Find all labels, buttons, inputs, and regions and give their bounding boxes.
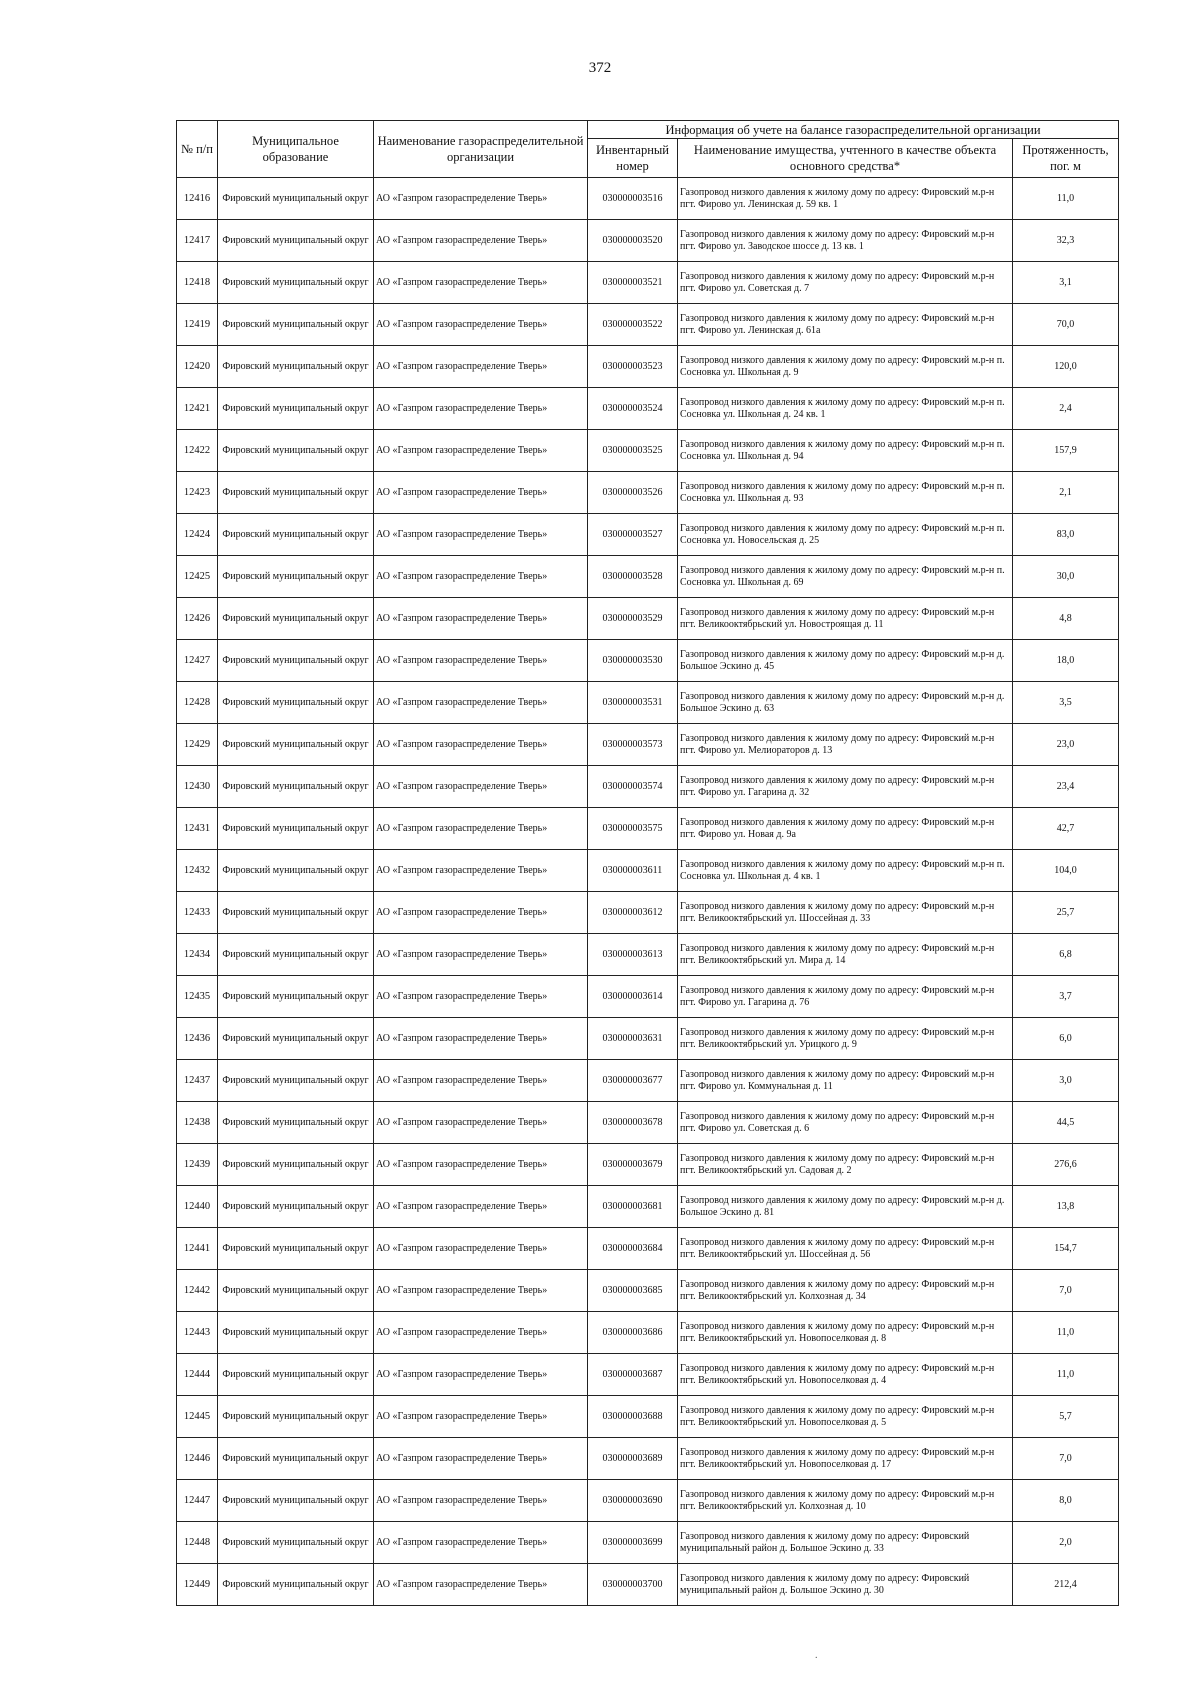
inventory-number-cell: 030000003522	[588, 304, 678, 346]
length-cell: 8,0	[1013, 1480, 1119, 1522]
table-header	[177, 121, 1119, 178]
row-number: 12444	[177, 1354, 218, 1396]
asset-name-cell: Газопровод низкого давления к жилому дому по адресу: Фировский м.р-н д. Большое Эскино д. 63	[678, 682, 1013, 724]
table-row	[177, 934, 1119, 976]
organization-cell: АО «Газпром газораспределение Тверь»	[374, 808, 588, 850]
length-cell: 5,7	[1013, 1396, 1119, 1438]
municipality-cell: Фировский муниципальный округ	[218, 682, 374, 724]
municipality-cell: Фировский муниципальный округ	[218, 514, 374, 556]
length-cell: 11,0	[1013, 1354, 1119, 1396]
page-number: 372	[588, 60, 612, 76]
header-balance-info: Информация об учете на балансе газораспределительной организации	[588, 121, 1119, 139]
header-num: № п/п	[177, 121, 218, 178]
asset-name-cell: Газопровод низкого давления к жилому дому по адресу: Фировский м.р-н п. Сосновка ул. Школьная д. 93	[678, 472, 1013, 514]
length-cell: 42,7	[1013, 808, 1119, 850]
municipality-cell: Фировский муниципальный округ	[218, 1186, 374, 1228]
municipality-cell: Фировский муниципальный округ	[218, 178, 374, 220]
inventory-number-cell: 030000003688	[588, 1396, 678, 1438]
header-length: Протяженность, пог. м	[1013, 139, 1119, 178]
inventory-number-cell: 030000003700	[588, 1564, 678, 1606]
length-cell: 3,0	[1013, 1060, 1119, 1102]
asset-name-cell: Газопровод низкого давления к жилому дому по адресу: Фировский м.р-н пгт. Великооктябрьский ул. Шоссейная д. 56	[678, 1228, 1013, 1270]
header-asset-name: Наименование имущества, учтенного в качестве объекта основного средства*	[678, 139, 1013, 178]
inventory-number-cell: 030000003521	[588, 262, 678, 304]
header-organization: Наименование газораспределительной организации	[374, 121, 588, 178]
asset-name-cell: Газопровод низкого давления к жилому дому по адресу: Фировский м.р-н пгт. Великооктябрьский ул. Садовая д. 2	[678, 1144, 1013, 1186]
municipality-cell: Фировский муниципальный округ	[218, 724, 374, 766]
length-cell: 11,0	[1013, 1312, 1119, 1354]
table-row	[177, 556, 1119, 598]
length-cell: 3,7	[1013, 976, 1119, 1018]
asset-name-cell: Газопровод низкого давления к жилому дому по адресу: Фировский м.р-н пгт. Фирово ул. Советская д. 7	[678, 262, 1013, 304]
row-number: 12424	[177, 514, 218, 556]
table-row	[177, 640, 1119, 682]
row-number: 12431	[177, 808, 218, 850]
organization-cell: АО «Газпром газораспределение Тверь»	[374, 1102, 588, 1144]
row-number: 12416	[177, 178, 218, 220]
length-cell: 18,0	[1013, 640, 1119, 682]
inventory-number-cell: 030000003631	[588, 1018, 678, 1060]
row-number: 12437	[177, 1060, 218, 1102]
table-row	[177, 1522, 1119, 1564]
municipality-cell: Фировский муниципальный округ	[218, 1228, 374, 1270]
inventory-number-cell: 030000003574	[588, 766, 678, 808]
length-cell: 11,0	[1013, 178, 1119, 220]
row-number: 12422	[177, 430, 218, 472]
header-municipality: Муниципальное образование	[218, 121, 374, 178]
organization-cell: АО «Газпром газораспределение Тверь»	[374, 262, 588, 304]
asset-name-cell: Газопровод низкого давления к жилому дому по адресу: Фировский м.р-н п. Сосновка ул. Школьная д. 9	[678, 346, 1013, 388]
inventory-number-cell: 030000003516	[588, 178, 678, 220]
asset-name-cell: Газопровод низкого давления к жилому дому по адресу: Фировский м.р-н п. Сосновка ул. Новосельская д. 25	[678, 514, 1013, 556]
asset-name-cell: Газопровод низкого давления к жилому дому по адресу: Фировский м.р-н пгт. Великооктябрьский ул. Колхозная д. 10	[678, 1480, 1013, 1522]
row-number: 12419	[177, 304, 218, 346]
row-number: 12421	[177, 388, 218, 430]
length-cell: 276,6	[1013, 1144, 1119, 1186]
municipality-cell: Фировский муниципальный округ	[218, 1060, 374, 1102]
inventory-number-cell: 030000003681	[588, 1186, 678, 1228]
inventory-number-cell: 030000003687	[588, 1354, 678, 1396]
table-row	[177, 178, 1119, 220]
table-row	[177, 1060, 1119, 1102]
organization-cell: АО «Газпром газораспределение Тверь»	[374, 388, 588, 430]
table-row	[177, 724, 1119, 766]
organization-cell: АО «Газпром газораспределение Тверь»	[374, 934, 588, 976]
asset-name-cell: Газопровод низкого давления к жилому дому по адресу: Фировский м.р-н д. Большое Эскино д. 45	[678, 640, 1013, 682]
table-row	[177, 1438, 1119, 1480]
table-row	[177, 514, 1119, 556]
table-row	[177, 1018, 1119, 1060]
asset-name-cell: Газопровод низкого давления к жилому дому по адресу: Фировский м.р-н пгт. Фирово ул. Гагарина д. 76	[678, 976, 1013, 1018]
asset-name-cell: Газопровод низкого давления к жилому дому по адресу: Фировский м.р-н д. Большое Эскино д. 81	[678, 1186, 1013, 1228]
inventory-number-cell: 030000003611	[588, 850, 678, 892]
municipality-cell: Фировский муниципальный округ	[218, 1438, 374, 1480]
asset-name-cell: Газопровод низкого давления к жилому дому по адресу: Фировский м.р-н пгт. Великооктябрьский ул. Колхозная д. 34	[678, 1270, 1013, 1312]
table-row	[177, 1396, 1119, 1438]
length-cell: 3,1	[1013, 262, 1119, 304]
organization-cell: АО «Газпром газораспределение Тверь»	[374, 304, 588, 346]
municipality-cell: Фировский муниципальный округ	[218, 262, 374, 304]
length-cell: 2,1	[1013, 472, 1119, 514]
municipality-cell: Фировский муниципальный округ	[218, 1522, 374, 1564]
municipality-cell: Фировский муниципальный округ	[218, 1018, 374, 1060]
asset-table	[176, 120, 1119, 1606]
row-number: 12446	[177, 1438, 218, 1480]
asset-name-cell: Газопровод низкого давления к жилому дому по адресу: Фировский муниципальный район д. Большое Эскино д. 30	[678, 1564, 1013, 1606]
row-number: 12443	[177, 1312, 218, 1354]
inventory-number-cell: 030000003527	[588, 514, 678, 556]
length-cell: 7,0	[1013, 1438, 1119, 1480]
organization-cell: АО «Газпром газораспределение Тверь»	[374, 1186, 588, 1228]
table-row	[177, 220, 1119, 262]
municipality-cell: Фировский муниципальный округ	[218, 1354, 374, 1396]
asset-name-cell: Газопровод низкого давления к жилому дому по адресу: Фировский м.р-н пгт. Великооктябрьский ул. Мира д. 14	[678, 934, 1013, 976]
row-number: 12435	[177, 976, 218, 1018]
row-number: 12445	[177, 1396, 218, 1438]
table-row	[177, 1354, 1119, 1396]
row-number: 12441	[177, 1228, 218, 1270]
length-cell: 23,4	[1013, 766, 1119, 808]
asset-name-cell: Газопровод низкого давления к жилому дому по адресу: Фировский м.р-н пгт. Фирово ул. Гагарина д. 32	[678, 766, 1013, 808]
asset-name-cell: Газопровод низкого давления к жилому дому по адресу: Фировский м.р-н п. Сосновка ул. Школьная д. 94	[678, 430, 1013, 472]
municipality-cell: Фировский муниципальный округ	[218, 220, 374, 262]
municipality-cell: Фировский муниципальный округ	[218, 388, 374, 430]
inventory-number-cell: 030000003678	[588, 1102, 678, 1144]
asset-name-cell: Газопровод низкого давления к жилому дому по адресу: Фировский м.р-н пгт. Фирово ул. Мелиораторов д. 13	[678, 724, 1013, 766]
row-number: 12438	[177, 1102, 218, 1144]
length-cell: 2,4	[1013, 388, 1119, 430]
inventory-number-cell: 030000003531	[588, 682, 678, 724]
organization-cell: АО «Газпром газораспределение Тверь»	[374, 1396, 588, 1438]
row-number: 12432	[177, 850, 218, 892]
length-cell: 32,3	[1013, 220, 1119, 262]
municipality-cell: Фировский муниципальный округ	[218, 1396, 374, 1438]
organization-cell: АО «Газпром газораспределение Тверь»	[374, 1564, 588, 1606]
organization-cell: АО «Газпром газораспределение Тверь»	[374, 1018, 588, 1060]
table-row	[177, 1102, 1119, 1144]
length-cell: 104,0	[1013, 850, 1119, 892]
municipality-cell: Фировский муниципальный округ	[218, 1564, 374, 1606]
row-number: 12418	[177, 262, 218, 304]
organization-cell: АО «Газпром газораспределение Тверь»	[374, 766, 588, 808]
inventory-number-cell: 030000003525	[588, 430, 678, 472]
row-number: 12417	[177, 220, 218, 262]
row-number: 12423	[177, 472, 218, 514]
asset-name-cell: Газопровод низкого давления к жилому дому по адресу: Фировский м.р-н пгт. Фирово ул. Ленинская д. 61а	[678, 304, 1013, 346]
row-number: 12430	[177, 766, 218, 808]
table-row	[177, 808, 1119, 850]
length-cell: 4,8	[1013, 598, 1119, 640]
organization-cell: АО «Газпром газораспределение Тверь»	[374, 640, 588, 682]
municipality-cell: Фировский муниципальный округ	[218, 472, 374, 514]
row-number: 12440	[177, 1186, 218, 1228]
asset-name-cell: Газопровод низкого давления к жилому дому по адресу: Фировский м.р-н пгт. Великооктябрьский ул. Новопоселковая д. 5	[678, 1396, 1013, 1438]
organization-cell: АО «Газпром газораспределение Тверь»	[374, 976, 588, 1018]
organization-cell: АО «Газпром газораспределение Тверь»	[374, 724, 588, 766]
length-cell: 83,0	[1013, 514, 1119, 556]
organization-cell: АО «Газпром газораспределение Тверь»	[374, 1312, 588, 1354]
inventory-number-cell: 030000003613	[588, 934, 678, 976]
scan-mark: .	[815, 1650, 818, 1661]
row-number: 12448	[177, 1522, 218, 1564]
inventory-number-cell: 030000003573	[588, 724, 678, 766]
inventory-number-cell: 030000003530	[588, 640, 678, 682]
row-number: 12428	[177, 682, 218, 724]
row-number: 12425	[177, 556, 218, 598]
row-number: 12429	[177, 724, 218, 766]
inventory-number-cell: 030000003689	[588, 1438, 678, 1480]
organization-cell: АО «Газпром газораспределение Тверь»	[374, 682, 588, 724]
municipality-cell: Фировский муниципальный округ	[218, 1144, 374, 1186]
municipality-cell: Фировский муниципальный округ	[218, 346, 374, 388]
asset-name-cell: Газопровод низкого давления к жилому дому по адресу: Фировский м.р-н п. Сосновка ул. Школьная д. 69	[678, 556, 1013, 598]
inventory-number-cell: 030000003612	[588, 892, 678, 934]
table-row	[177, 850, 1119, 892]
asset-name-cell: Газопровод низкого давления к жилому дому по адресу: Фировский м.р-н пгт. Фирово ул. Новая д. 9а	[678, 808, 1013, 850]
inventory-number-cell: 030000003520	[588, 220, 678, 262]
inventory-number-cell: 030000003523	[588, 346, 678, 388]
asset-name-cell: Газопровод низкого давления к жилому дому по адресу: Фировский м.р-н пгт. Великооктябрьский ул. Новопоселковая д. 8	[678, 1312, 1013, 1354]
asset-name-cell: Газопровод низкого давления к жилому дому по адресу: Фировский муниципальный район д. Большое Эскино д. 33	[678, 1522, 1013, 1564]
municipality-cell: Фировский муниципальный округ	[218, 934, 374, 976]
table-row	[177, 976, 1119, 1018]
asset-name-cell: Газопровод низкого давления к жилому дому по адресу: Фировский м.р-н пгт. Фирово ул. Советская д. 6	[678, 1102, 1013, 1144]
organization-cell: АО «Газпром газораспределение Тверь»	[374, 1438, 588, 1480]
row-number: 12442	[177, 1270, 218, 1312]
municipality-cell: Фировский муниципальный округ	[218, 1480, 374, 1522]
organization-cell: АО «Газпром газораспределение Тверь»	[374, 1060, 588, 1102]
length-cell: 120,0	[1013, 346, 1119, 388]
organization-cell: АО «Газпром газораспределение Тверь»	[374, 892, 588, 934]
length-cell: 44,5	[1013, 1102, 1119, 1144]
row-number: 12436	[177, 1018, 218, 1060]
municipality-cell: Фировский муниципальный округ	[218, 808, 374, 850]
municipality-cell: Фировский муниципальный округ	[218, 556, 374, 598]
municipality-cell: Фировский муниципальный округ	[218, 892, 374, 934]
organization-cell: АО «Газпром газораспределение Тверь»	[374, 346, 588, 388]
table-row	[177, 598, 1119, 640]
municipality-cell: Фировский муниципальный округ	[218, 430, 374, 472]
inventory-number-cell: 030000003679	[588, 1144, 678, 1186]
municipality-cell: Фировский муниципальный округ	[218, 1102, 374, 1144]
organization-cell: АО «Газпром газораспределение Тверь»	[374, 1144, 588, 1186]
length-cell: 7,0	[1013, 1270, 1119, 1312]
organization-cell: АО «Газпром газораспределение Тверь»	[374, 220, 588, 262]
row-number: 12427	[177, 640, 218, 682]
length-cell: 30,0	[1013, 556, 1119, 598]
organization-cell: АО «Газпром газораспределение Тверь»	[374, 1354, 588, 1396]
length-cell: 13,8	[1013, 1186, 1119, 1228]
inventory-number-cell: 030000003528	[588, 556, 678, 598]
length-cell: 23,0	[1013, 724, 1119, 766]
inventory-number-cell: 030000003686	[588, 1312, 678, 1354]
row-number: 12420	[177, 346, 218, 388]
header-inventory: Инвентарный номер	[588, 139, 678, 178]
table-row	[177, 1480, 1119, 1522]
table-row	[177, 304, 1119, 346]
table-row	[177, 430, 1119, 472]
asset-name-cell: Газопровод низкого давления к жилому дому по адресу: Фировский м.р-н пгт. Фирово ул. Заводское шоссе д. 13 кв. 1	[678, 220, 1013, 262]
row-number: 12447	[177, 1480, 218, 1522]
organization-cell: АО «Газпром газораспределение Тверь»	[374, 178, 588, 220]
municipality-cell: Фировский муниципальный округ	[218, 850, 374, 892]
length-cell: 2,0	[1013, 1522, 1119, 1564]
organization-cell: АО «Газпром газораспределение Тверь»	[374, 472, 588, 514]
organization-cell: АО «Газпром газораспределение Тверь»	[374, 556, 588, 598]
organization-cell: АО «Газпром газораспределение Тверь»	[374, 850, 588, 892]
inventory-number-cell: 030000003529	[588, 598, 678, 640]
municipality-cell: Фировский муниципальный округ	[218, 640, 374, 682]
asset-name-cell: Газопровод низкого давления к жилому дому по адресу: Фировский м.р-н п. Сосновка ул. Школьная д. 24 кв. 1	[678, 388, 1013, 430]
municipality-cell: Фировский муниципальный округ	[218, 598, 374, 640]
municipality-cell: Фировский муниципальный округ	[218, 1270, 374, 1312]
inventory-number-cell: 030000003677	[588, 1060, 678, 1102]
municipality-cell: Фировский муниципальный округ	[218, 304, 374, 346]
asset-name-cell: Газопровод низкого давления к жилому дому по адресу: Фировский м.р-н пгт. Великооктябрьский ул. Новопоселковая д. 17	[678, 1438, 1013, 1480]
length-cell: 154,7	[1013, 1228, 1119, 1270]
asset-name-cell: Газопровод низкого давления к жилому дому по адресу: Фировский м.р-н пгт. Великооктябрьский ул. Шоссейная д. 33	[678, 892, 1013, 934]
asset-name-cell: Газопровод низкого давления к жилому дому по адресу: Фировский м.р-н пгт. Великооктябрьский ул. Новостроящая д. 11	[678, 598, 1013, 640]
inventory-number-cell: 030000003524	[588, 388, 678, 430]
length-cell: 70,0	[1013, 304, 1119, 346]
table-row	[177, 682, 1119, 724]
inventory-number-cell: 030000003690	[588, 1480, 678, 1522]
asset-name-cell: Газопровод низкого давления к жилому дому по адресу: Фировский м.р-н п. Сосновка ул. Школьная д. 4 кв. 1	[678, 850, 1013, 892]
inventory-number-cell: 030000003575	[588, 808, 678, 850]
length-cell: 212,4	[1013, 1564, 1119, 1606]
row-number: 12439	[177, 1144, 218, 1186]
inventory-number-cell: 030000003684	[588, 1228, 678, 1270]
table-row	[177, 1228, 1119, 1270]
table-row	[177, 262, 1119, 304]
length-cell: 6,0	[1013, 1018, 1119, 1060]
row-number: 12426	[177, 598, 218, 640]
organization-cell: АО «Газпром газораспределение Тверь»	[374, 514, 588, 556]
table-row	[177, 892, 1119, 934]
organization-cell: АО «Газпром газораспределение Тверь»	[374, 1228, 588, 1270]
organization-cell: АО «Газпром газораспределение Тверь»	[374, 430, 588, 472]
asset-name-cell: Газопровод низкого давления к жилому дому по адресу: Фировский м.р-н пгт. Фирово ул. Ленинская д. 59 кв. 1	[678, 178, 1013, 220]
organization-cell: АО «Газпром газораспределение Тверь»	[374, 1270, 588, 1312]
asset-name-cell: Газопровод низкого давления к жилому дому по адресу: Фировский м.р-н пгт. Фирово ул. Коммунальная д. 11	[678, 1060, 1013, 1102]
inventory-number-cell: 030000003614	[588, 976, 678, 1018]
table-row	[177, 1144, 1119, 1186]
inventory-number-cell: 030000003526	[588, 472, 678, 514]
row-number: 12433	[177, 892, 218, 934]
table-row	[177, 1312, 1119, 1354]
row-number: 12449	[177, 1564, 218, 1606]
table-row	[177, 1270, 1119, 1312]
organization-cell: АО «Газпром газораспределение Тверь»	[374, 1480, 588, 1522]
length-cell: 3,5	[1013, 682, 1119, 724]
length-cell: 157,9	[1013, 430, 1119, 472]
table-row	[177, 346, 1119, 388]
table-row	[177, 1564, 1119, 1606]
inventory-number-cell: 030000003685	[588, 1270, 678, 1312]
row-number: 12434	[177, 934, 218, 976]
inventory-number-cell: 030000003699	[588, 1522, 678, 1564]
table-row	[177, 388, 1119, 430]
table-row	[177, 1186, 1119, 1228]
table-row	[177, 472, 1119, 514]
organization-cell: АО «Газпром газораспределение Тверь»	[374, 1522, 588, 1564]
table-body	[177, 178, 1119, 1606]
asset-name-cell: Газопровод низкого давления к жилому дому по адресу: Фировский м.р-н пгт. Великооктябрьский ул. Урицкого д. 9	[678, 1018, 1013, 1060]
municipality-cell: Фировский муниципальный округ	[218, 1312, 374, 1354]
table-row	[177, 766, 1119, 808]
asset-name-cell: Газопровод низкого давления к жилому дому по адресу: Фировский м.р-н пгт. Великооктябрьский ул. Новопоселковая д. 4	[678, 1354, 1013, 1396]
municipality-cell: Фировский муниципальный округ	[218, 976, 374, 1018]
municipality-cell: Фировский муниципальный округ	[218, 766, 374, 808]
length-cell: 6,8	[1013, 934, 1119, 976]
organization-cell: АО «Газпром газораспределение Тверь»	[374, 598, 588, 640]
length-cell: 25,7	[1013, 892, 1119, 934]
